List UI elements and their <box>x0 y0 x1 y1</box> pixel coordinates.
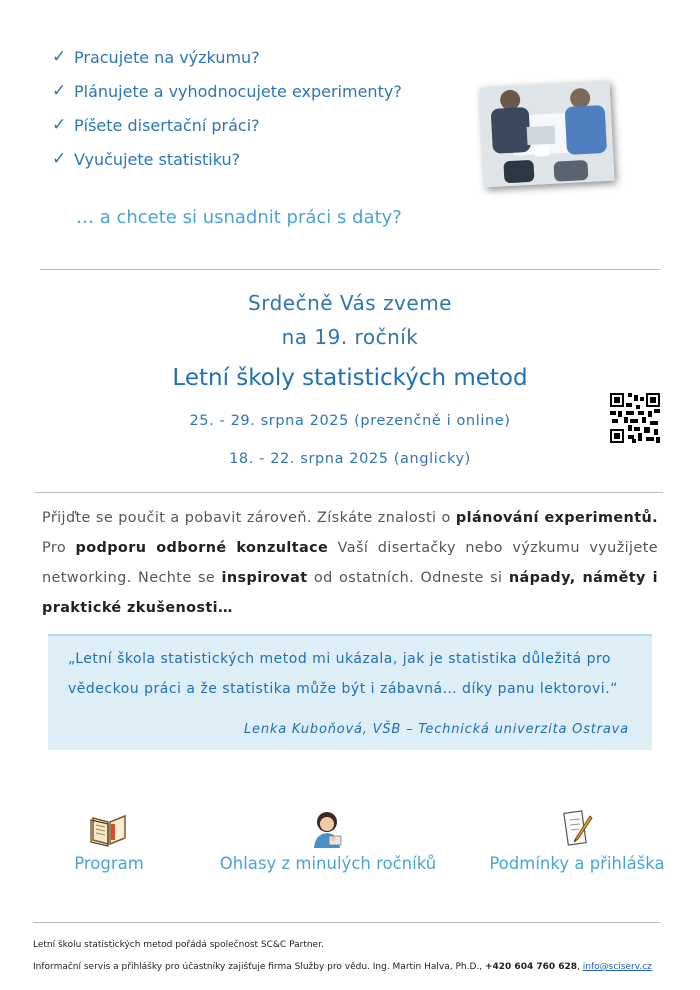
nav-program[interactable] <box>50 810 168 873</box>
checkmark-icon: ✓ <box>52 47 67 67</box>
document-pen-icon <box>478 808 676 854</box>
checklist-text: Vyučujete statistiku? <box>74 149 241 169</box>
qr-code[interactable] <box>610 393 660 443</box>
intro-text: od ostatních. Odneste si <box>307 570 509 586</box>
nav-conditions[interactable] <box>478 808 676 873</box>
checklist-text: Pracujete na výzkumu? <box>74 47 260 67</box>
date-english: 18. - 22. srpna 2025 (anglicky) <box>229 451 471 467</box>
testimonial-author: Lenka Kuboňová, VŠB – Technická univerzita Ostrava <box>244 722 629 737</box>
school-title: Letní školy statistických metod <box>172 365 528 391</box>
nav-reviews-label: Ohlasy z minulých ročníků <box>219 854 437 873</box>
testimonial-text: „Letní škola statistických metod mi ukázala, jak je statistika důležitá pro vědeckou práci a že statistika může být i zábavná… díky panu lektorovi.“ <box>68 651 618 697</box>
checklist-item <box>52 74 402 108</box>
footer-contact-text: Informační servis a přihlášky pro účastníky zajišťuje firma Služby pro vědu. Ing. Martin Halva, Ph.D., <box>33 962 485 972</box>
divider <box>40 269 660 270</box>
meeting-photo <box>479 81 614 188</box>
intro-bold: nápady, náměty i praktické zkušenosti… <box>42 570 658 616</box>
footer-contact <box>33 962 652 972</box>
book-icon <box>50 810 168 854</box>
intro-paragraph <box>42 503 658 623</box>
checklist-item <box>52 108 402 142</box>
intro-text: Přijďte se poučit a pobavit zároveň. Získáte znalosti o <box>42 510 456 526</box>
checklist <box>52 40 402 176</box>
footer-divider <box>33 922 660 923</box>
intro-bold: inspirovat <box>221 570 308 586</box>
intro-bold: plánování experimentů. <box>455 510 658 526</box>
checklist-item <box>52 142 402 176</box>
nav-program-label: Program <box>74 854 144 873</box>
footer-phone: +420 604 760 628 <box>484 962 578 972</box>
footer-email-link[interactable]: info@sciserv.cz <box>582 962 652 972</box>
intro-text: Pro <box>42 540 76 556</box>
intro-text: Vaší disertačky nebo výzkumu využijete networking. Nechte se <box>42 540 659 586</box>
footer-separator: , <box>577 962 583 972</box>
question-text: … a chcete si usnadnit práci s daty? <box>76 207 402 228</box>
checkmark-icon: ✓ <box>52 149 67 169</box>
invite-line-1: Srdečně Vás zveme <box>248 291 452 315</box>
person-icon <box>210 808 446 854</box>
checkmark-icon: ✓ <box>52 115 67 135</box>
footer-organizer: Letní školu statistických metod pořádá společnost SC&C Partner. <box>33 940 324 950</box>
date-onsite: 25. - 29. srpna 2025 (prezenčně i online) <box>189 413 511 429</box>
checklist-item <box>52 40 402 74</box>
nav-reviews[interactable] <box>210 808 446 873</box>
checkmark-icon: ✓ <box>52 81 67 101</box>
checklist-text: Píšete disertační práci? <box>74 115 260 135</box>
checklist-text: Plánujete a vyhodnocujete experimenty? <box>74 81 402 101</box>
divider <box>35 492 663 493</box>
invite-line-2: na 19. ročník <box>281 325 419 349</box>
intro-bold: podporu odborné konzultace <box>75 540 329 556</box>
nav-conditions-label: Podmínky a přihláška <box>489 854 665 873</box>
